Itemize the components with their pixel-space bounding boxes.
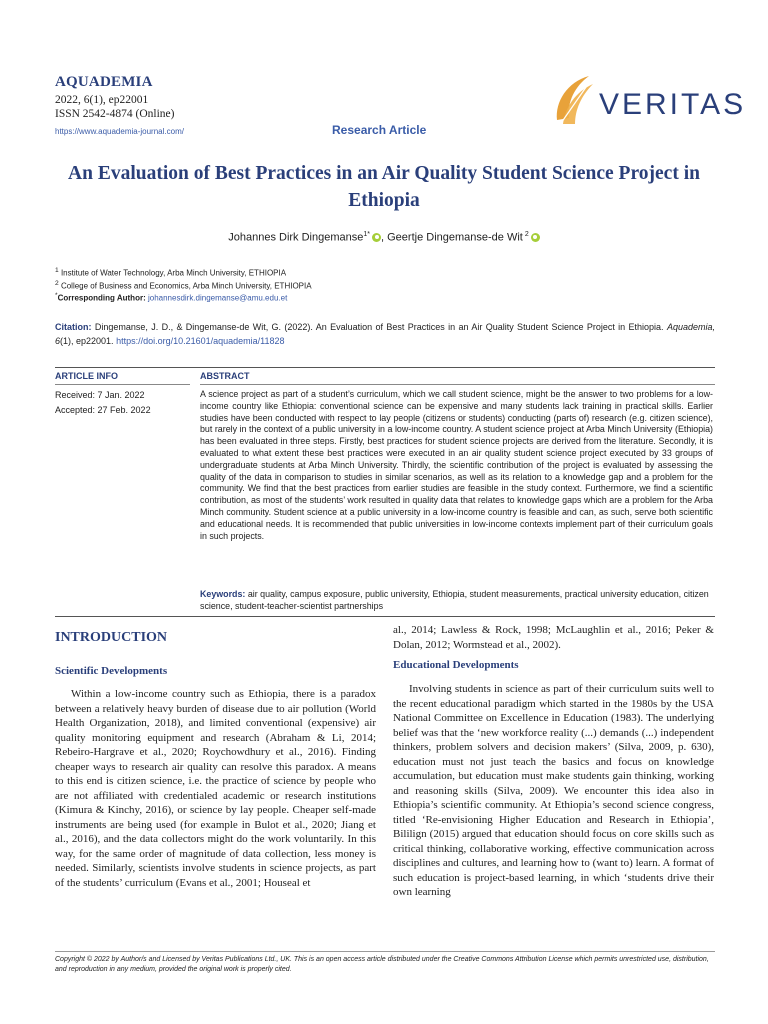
aff-2-text: College of Business and Economics, Arba Minch University, ETHIOPIA <box>60 281 312 291</box>
aff-1-text: Institute of Water Technology, Arba Minch University, ETHIOPIA <box>60 268 287 278</box>
abstract-heading: ABSTRACT <box>200 371 250 381</box>
copyright-notice: Copyright © 2022 by Author/s and Licensed by Veritas Publications Ltd., UK. This is an open access article distributed under the Creative Commons Attribution License which permits unrestricted use, distribution, and reproduction in any medium, provided the original work is properly cited. <box>55 956 709 973</box>
section-rule-bottom <box>55 616 715 617</box>
scientific-developments-heading: Scientific Developments <box>55 665 168 677</box>
author-separator: , <box>381 231 388 244</box>
right-column-text <box>393 682 714 900</box>
author-2-sup: 2 <box>524 231 529 238</box>
veritas-logo <box>553 72 747 132</box>
introduction-heading: INTRODUCTION <box>55 630 168 645</box>
citation-block <box>55 321 715 348</box>
journal-name: AQUADEMIA <box>55 74 153 90</box>
citation-issue: (1), ep22001. <box>60 335 114 346</box>
orcid-icon[interactable] <box>372 233 381 242</box>
affiliation-2 <box>55 280 312 291</box>
abstract-rule <box>200 384 715 385</box>
keywords-text: air quality, campus exposure, public university, Ethiopia, student measurements, practical university education, citizen science, student-teacher-scientist partnerships <box>200 589 709 611</box>
orcid-icon[interactable] <box>531 233 540 242</box>
left-column-text <box>55 687 376 890</box>
right-column-continuation <box>393 623 714 652</box>
received-date: Received: 7 Jan. 2022 <box>55 390 145 400</box>
keywords <box>200 589 713 613</box>
article-info-rule <box>55 384 190 385</box>
citation-text: Dingemanse, J. D., & Dingemanse-de Wit, G. (2022). An Evaluation of Best Practices in an Air Quality Student Science Project in Ethiopia. <box>94 322 664 332</box>
aff-2-sup: 2 <box>55 280 59 287</box>
affiliation-1 <box>55 267 286 278</box>
intro-paragraph: Within a low-income country such as Ethiopia, there is a paradox between a relatively heavy burden of disease due to air pollution (World Health Organization, 2018), and limited conventional (expensive) air quality monitoring equipment and research (Abraham & Li, 2014; Rebeiro-Hargrave et al., 2020; Roychowdhury et al., 2016). Finding cheaper ways to research air quality can resolve this paradox. A means to this end is citizen science, i.e. the practice of science by people who are not affiliated with credentialed academic or research institutions (Kimura & Kinchy, 2016), or science by lay people. Cheaper self-made instruments are being used (for example in Bulot et al., 2020; Jiang et al., 2016), and the data collectors might do the work voluntarily. In this way, for the same order of magnitude of data collection, less money is needed. Similarly, scientists involve students in science projects, as part of the students’ curriculum (Evans et al., 2001; Houseal et <box>55 688 376 889</box>
journal-url-link[interactable]: https://www.aquademia-journal.com/ <box>55 127 184 136</box>
corr-email-link[interactable]: johannesdirk.dingemanse@amu.edu.et <box>147 293 288 303</box>
citation-label: Citation: <box>55 322 92 332</box>
citation-doi-link[interactable]: https://doi.org/10.21601/aquademia/11828 <box>116 335 285 346</box>
footer-rule <box>55 951 715 952</box>
keywords-label: Keywords: <box>200 589 246 599</box>
article-info-heading: ARTICLE INFO <box>55 371 118 381</box>
logo-text: VERITAS <box>599 88 747 121</box>
volume-info: 2022, 6(1), ep22001 <box>55 94 149 106</box>
corr-label: Corresponding Author: <box>57 293 146 303</box>
citation-journal: Aquademia, 6 <box>55 322 715 346</box>
educational-developments-heading: Educational Developments <box>393 659 519 671</box>
author-2: Geertje Dingemanse-de Wit <box>387 231 523 244</box>
abstract-text: A science project as part of a student’s curriculum, which we call student science, might be the answer to two problems for a low-income country like Ethiopia: conventional science can be expensive and many students lack training in practical skills. Earlier studies have been conducted with respect to lay people (citizens or students) conducting (parts of) research (e.g. citizen science), but rarely in the context of a public university in a low-income country. A student science project at Arba Minch University (Ethiopia) has been evaluated in three steps. Firstly, best practices for student science projects are derived from the literature. Secondly, it is evaluated to what extent these best practices were executed in an air quality student science project executed by 33 groups of undergraduate students at Arba Minch University. Thirdly, the scientific contribution of the project is evaluated by assessing the quality of the data in comparison to studies in similar scenarios, as well as its relation to a knowledge gap and a problem for the community. We find that the best practices from earlier studies are feasible in the study context. Furthermore, we find a scientific contribution, as most of the students’ work resulted in quality data that relates to knowledge gaps which are a problem for the Arba Minch community. Student science at a public university in a low-income country is feasible and can, as such, serve both scientific and educational needs. It is recommended that public universities in low-income contexts implement part of their curriculum goals in such projects. <box>200 389 713 541</box>
author-1-sup: 1* <box>363 231 370 238</box>
article-title: An Evaluation of Best Practices in an Air Quality Student Science Project in Ethiopia <box>68 163 700 211</box>
article-type: Research Article <box>332 123 427 137</box>
aff-1-sup: 1 <box>55 267 59 274</box>
author-list <box>40 231 728 244</box>
author-1: Johannes Dirk Dingemanse <box>228 231 364 244</box>
corr-sup: * <box>55 292 58 299</box>
accepted-date: Accepted: 27 Feb. 2022 <box>55 405 151 415</box>
education-paragraph: Involving students in science as part of their curriculum suits well to the recent educational paradigm which started in the 1980s by the USA National Committee on Excellence in Education (1983). The underlying belief was that the ‘new workforce reality (...) demands (...) independent thinkers, problem solvers and decision makers’ (Silva, 2009, p. 630), education must not just teach the basics and focus on knowledge accumulation, but education must make students gain thinking, working and reasoning skills (Silva, 2009). We encounter this idea also in Ethiopia’s scientific community. At Ethiopia’s second science congress, titled ‘Re-envisioning Higher Education and Research in Ethiopia’, Bililign (2015) argued that education should focus on core skills such as critical thinking, collaborative working, effective communication across disciplines and cultures, and learning how to (want to) learn. A format of such education is project-based learning, in which ‘students drive their own learning <box>393 683 714 898</box>
section-rule-top <box>55 367 715 368</box>
issn: ISSN 2542-4874 (Online) <box>55 108 175 120</box>
corresponding-author <box>55 292 287 303</box>
continuation-paragraph: al., 2014; Lawless & Rock, 1998; McLaughlin et al., 2016; Peker & Dolan, 2012; Wormstead et al., 2002). <box>393 624 714 651</box>
